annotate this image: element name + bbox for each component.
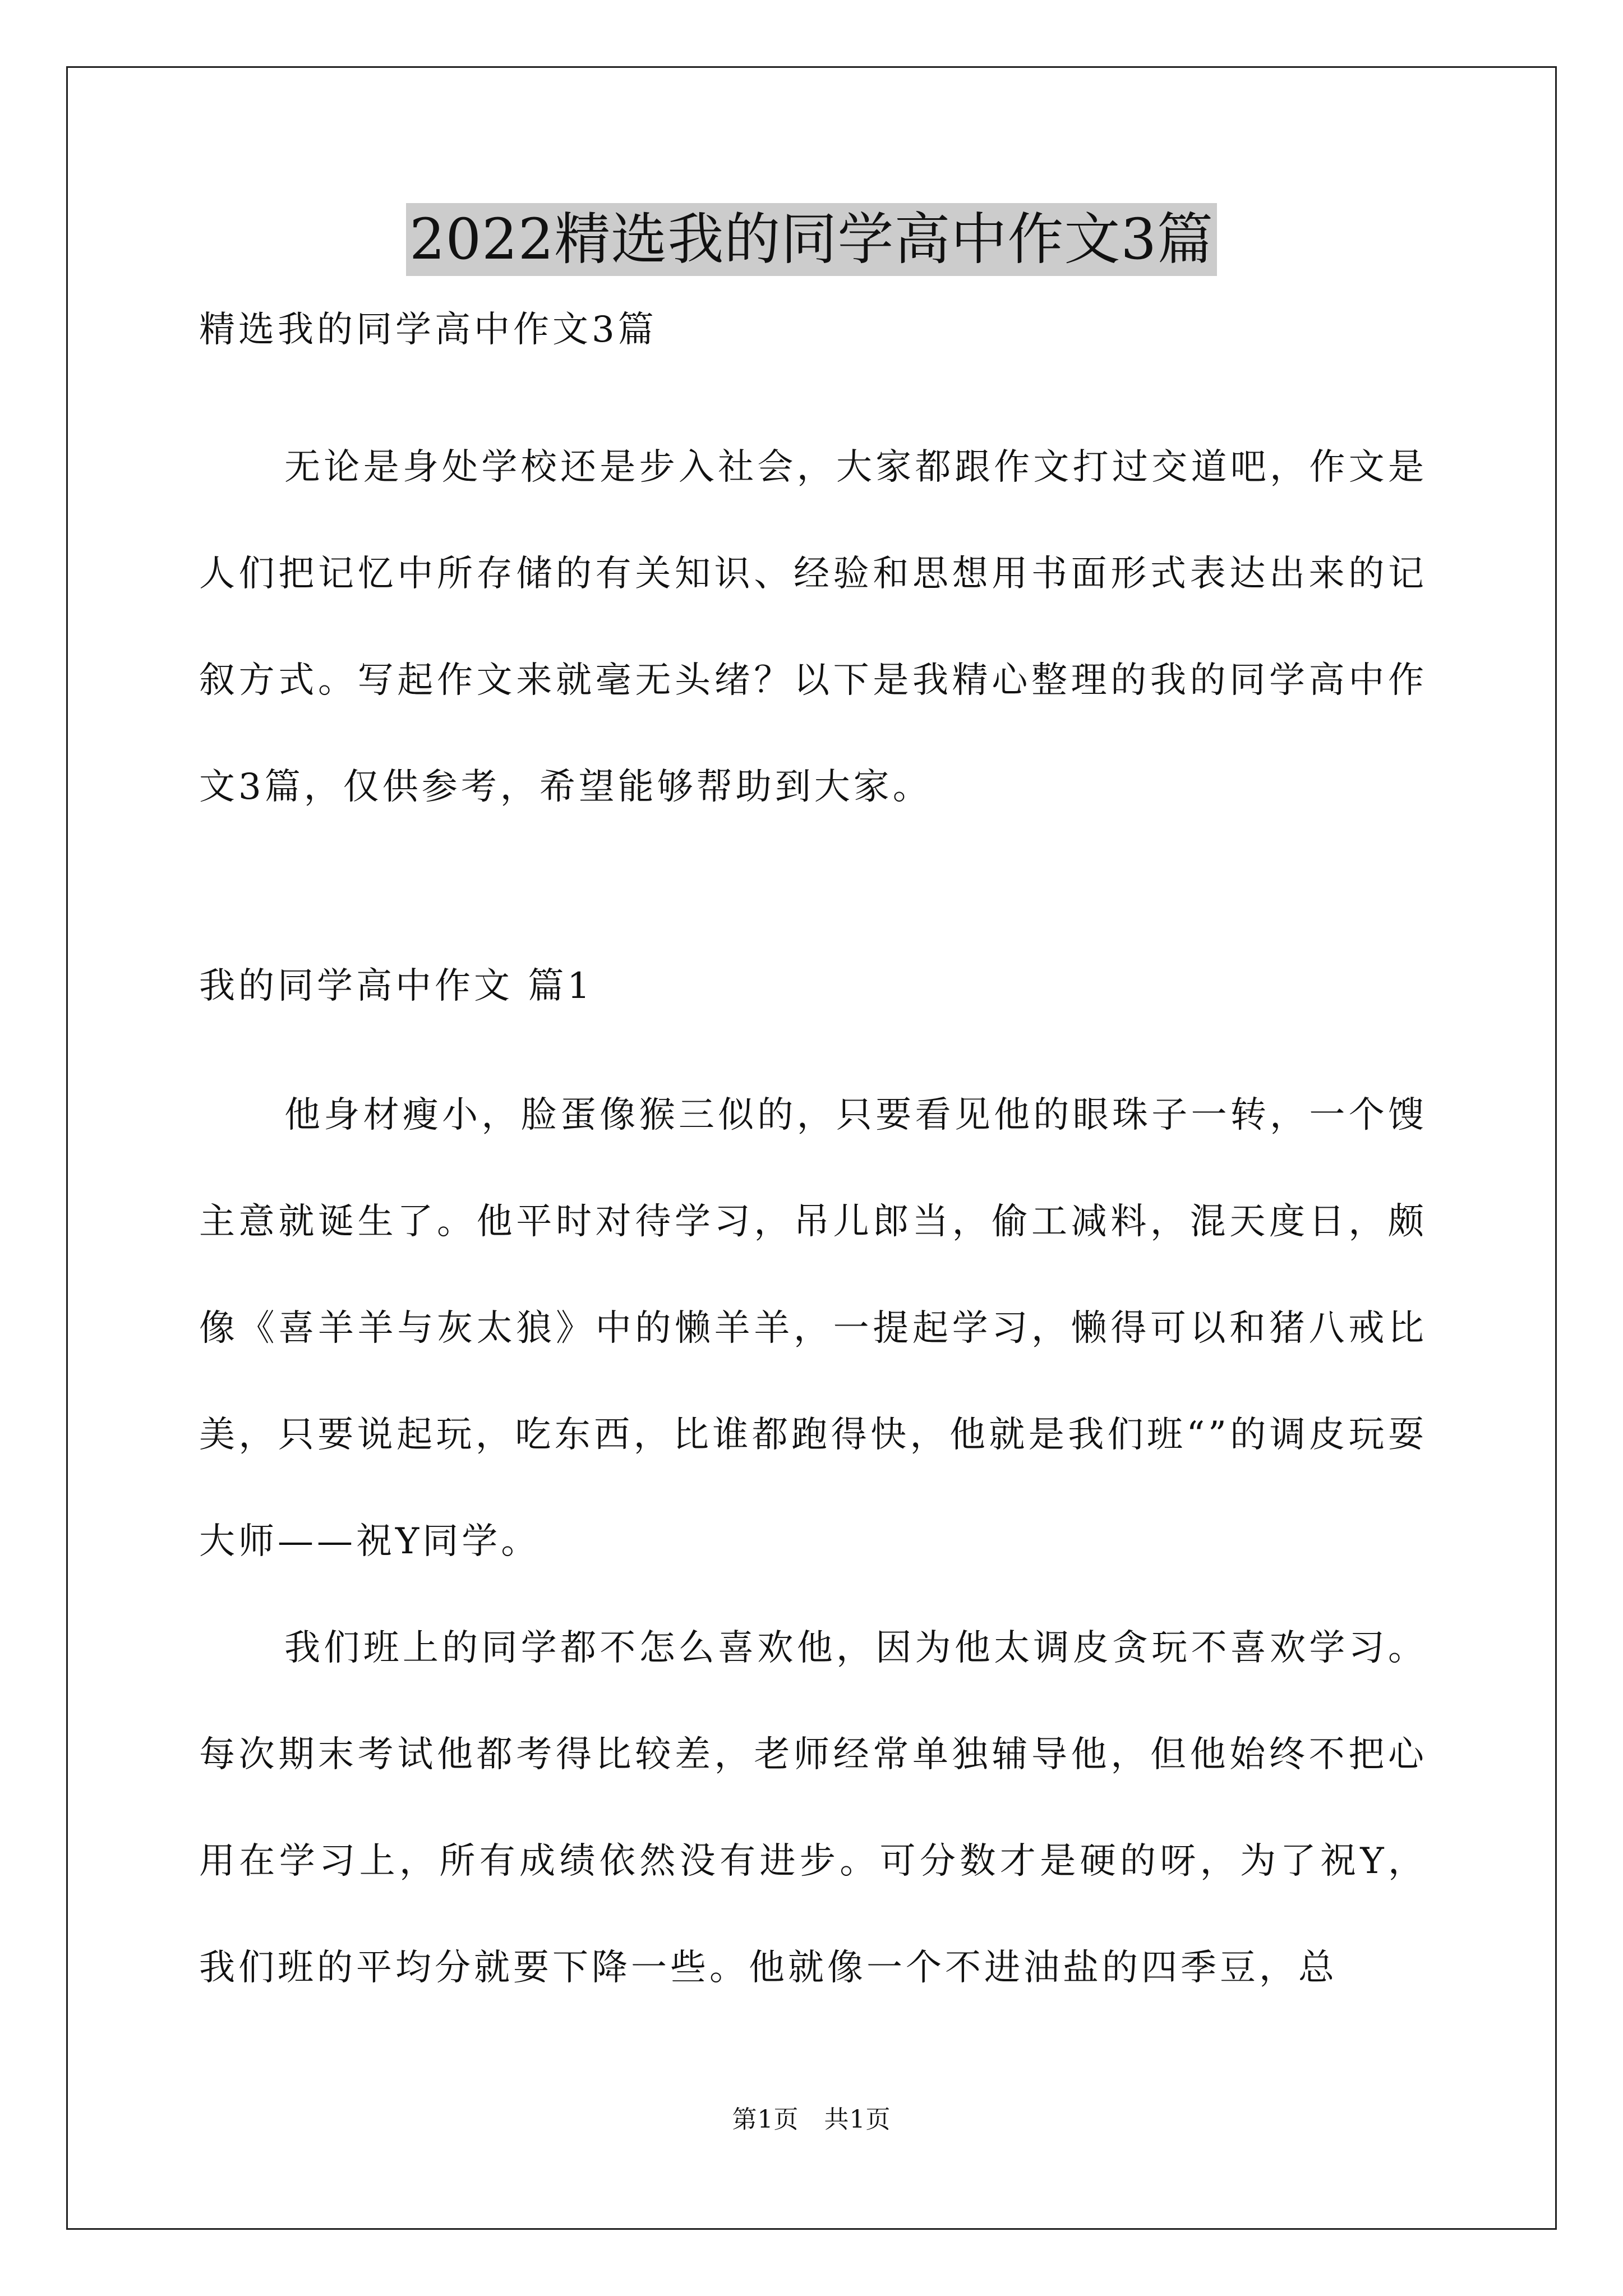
- section-heading: 我的同学高中作文 篇1: [199, 965, 594, 1007]
- body-paragraph-1: 他身材瘦小，脸蛋像猴三似的，只要看见他的眼珠子一转，一个馊主意就诞生了。他平时对待学习，吊儿郎当，偷工减料，混天度日，颇像《喜羊羊与灰太狼》中的懒羊羊，一提起学习，懒得可以和猪八戒比美，只要说起玩，吃东西，比谁都跑得快，他就是我们班“”的调皮玩耍大师——祝Y同学。: [199, 1094, 1427, 1562]
- intro-paragraph: 无论是身处学校还是步入社会，大家都跟作文打过交道吧，作文是人们把记忆中所存储的有关知识、经验和思想用书面形式表达出来的记叙方式。写起作文来就毫无头绪？以下是我精心整理的我的同学高中作文3篇，仅供参考，希望能够帮助到大家。: [199, 447, 1427, 808]
- page-footer: 第1页 共1页: [732, 2105, 891, 2134]
- title-container: [0, 203, 1623, 276]
- document-body: [199, 302, 1427, 2021]
- document-title: 2022精选我的同学高中作文3篇: [406, 203, 1217, 276]
- document-subtitle: 精选我的同学高中作文3篇: [199, 309, 657, 351]
- body-paragraph-2: 我们班上的同学都不怎么喜欢他，因为他太调皮贪玩不喜欢学习。每次期末考试他都考得比较差，老师经常单独辅导他，但他始终不把心用在学习上，所有成绩依然没有进步。可分数才是硬的呀，为了祝Y，我们班的平均分就要下降一些。他就像一个不进油盐的四季豆，总: [199, 1627, 1427, 1989]
